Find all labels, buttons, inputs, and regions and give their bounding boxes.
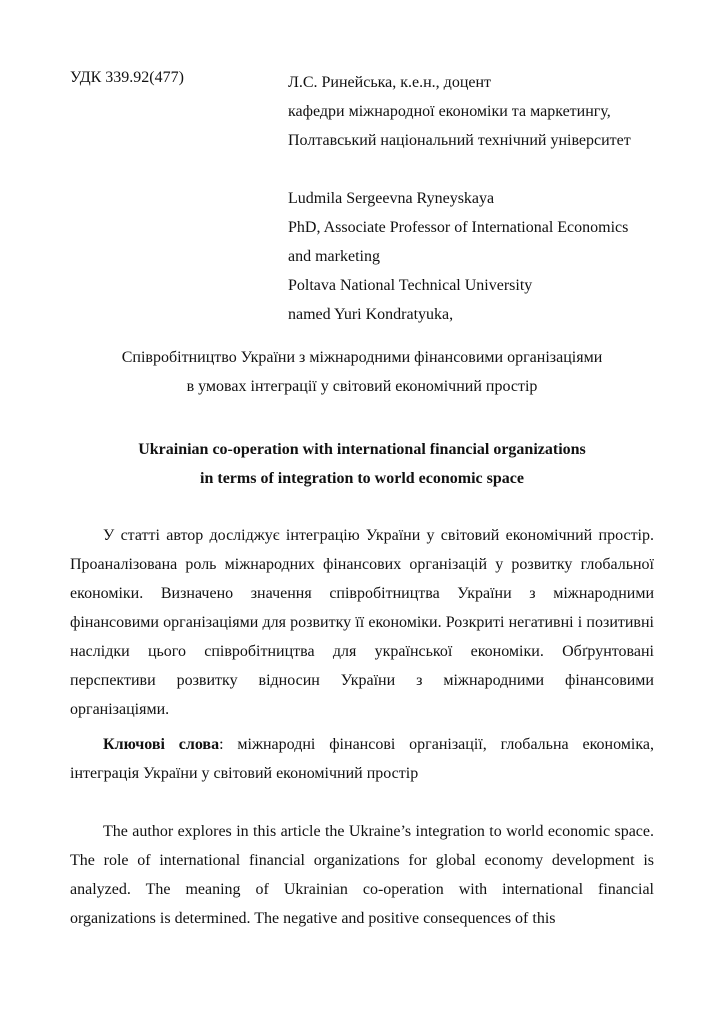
author-en-university: Poltava National Technical University	[288, 277, 533, 294]
author-en-position-cont: and marketing	[288, 248, 380, 265]
author-ua-university: Полтавський національний технічний університет	[288, 132, 631, 149]
abstract-ukrainian: У статті автор досліджує інтеграцію України у світовий економічний простір. Проаналізована роль міжнародних фінансових організацій у розвитку глобальної економіки. Визначено значення співробітництва України з міжнародними фінансовими організаціями для розвитку її економіки. Розкриті негативні і позитивні наслідки цього співробітництва для української економіки. Обґрунтовані перспективи розвитку відносин України з міжнародними фінансовими організаціями.	[70, 527, 654, 718]
author-ua-department: кафедри міжнародної економіки та маркетингу,	[288, 103, 611, 120]
title-english	[70, 435, 654, 493]
title-en-line-1: Ukrainian co-operation with international financial organizations	[138, 441, 586, 458]
author-ua-name: Л.С. Ринейська, к.е.н., доцент	[288, 74, 492, 91]
title-en-line-2: in terms of integration to world economic space	[200, 470, 524, 487]
keywords-paragraph	[70, 730, 654, 788]
keywords-label: Ключові слова	[103, 736, 220, 753]
title-ukrainian	[70, 343, 654, 401]
title-ua-line-2: в умовах інтеграції у світовий економічний простір	[186, 378, 538, 395]
author-en-university-cont: named Yuri Kondratyuka,	[288, 306, 454, 323]
keywords-text: : міжнародні фінансові організації, глобальна економіка, інтеграція України у світовий економічний простір	[70, 736, 654, 782]
author-info	[288, 68, 668, 329]
author-spacer	[288, 155, 668, 184]
author-en-name: Ludmila Sergeevna Ryneyskaya	[288, 190, 495, 207]
abstract-english: The author explores in this article the Ukraine’s integration to world economic space. The role of international financial organizations for global economy development is analyzed. The meaning of Ukrainian co-operation with international financial organizations is determined. The negative and positive consequences of this	[70, 823, 654, 927]
title-ua-line-1: Співробітництво України з міжнародними фінансовими організаціями	[121, 349, 603, 366]
udk-code: УДК 339.92(477)	[70, 69, 184, 86]
author-en-position: PhD, Associate Professor of International Economics	[288, 219, 629, 236]
